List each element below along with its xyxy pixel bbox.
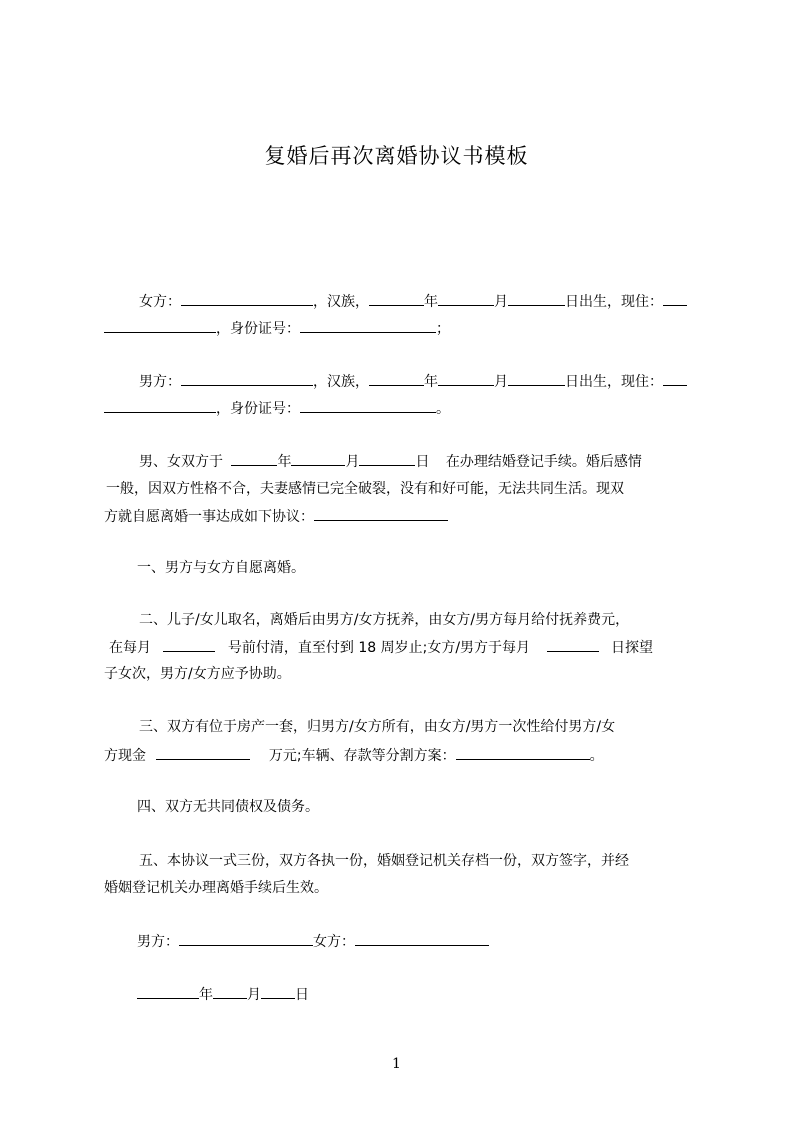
clause-2-monthly: 在每月	[109, 640, 151, 656]
male-birth-month-blank[interactable]	[438, 371, 494, 386]
female-label: 女方：	[139, 294, 181, 310]
female-birth-day-blank[interactable]	[508, 291, 565, 306]
clause-2-visit: 日探望	[610, 640, 653, 656]
clause-3-plan: 万元;车辆、存款等分割方案：	[268, 748, 456, 764]
male-birth-year-blank[interactable]	[369, 371, 424, 386]
marriage-month-label: 月	[345, 454, 360, 470]
clause-1: 一、男方与女方自愿离婚。	[137, 560, 305, 576]
date-line	[137, 984, 309, 1005]
clause-3-line1: 三、双方有位于房产一套，归男方/女方所有，由女方/男方一次性给付男方/女	[139, 719, 616, 735]
marriage-agreement-text: 方就自愿离婚一事达成如下协议：	[104, 509, 314, 525]
male-name-blank[interactable]	[181, 371, 313, 386]
clause-3-line2	[104, 745, 604, 766]
date-month-label: 月	[247, 987, 261, 1003]
signature-female-blank[interactable]	[355, 931, 489, 946]
female-end: ；	[436, 321, 450, 337]
marriage-year-blank[interactable]	[231, 451, 277, 466]
male-month-label: 月	[494, 374, 508, 390]
signature-male-blank[interactable]	[179, 931, 313, 946]
signature-female-label: 女方：	[313, 934, 355, 950]
clause-2-line1: 二、儿子/女儿取名，离婚后由男方/女方抚养，由女方/男方每月给付抚养费元，	[139, 612, 630, 628]
clause-3-cash: 方现金	[104, 748, 146, 764]
marriage-line2: 一般，因双方性格不合，夫妻感情已完全破裂，没有和好可能，无法共同生活。现双	[106, 481, 624, 497]
date-day-label: 日	[295, 987, 309, 1003]
marriage-line1	[139, 451, 642, 472]
male-id-label: ，身份证号：	[216, 401, 300, 417]
female-id-blank[interactable]	[300, 318, 436, 333]
female-birth-month-blank[interactable]	[438, 291, 494, 306]
male-party-line2	[104, 398, 450, 419]
female-address-blank[interactable]	[663, 291, 687, 306]
female-year-label: 年	[424, 294, 438, 310]
male-year-label: 年	[424, 374, 438, 390]
male-address-blank-cont[interactable]	[104, 398, 216, 413]
clause-4: 四、双方无共同债权及债务。	[137, 799, 319, 815]
male-born-label: 日出生，现住：	[565, 374, 663, 390]
marriage-day-blank[interactable]	[359, 451, 415, 466]
marriage-line3	[104, 506, 448, 527]
clause-3-cash-blank[interactable]	[156, 745, 250, 760]
clause-3-plan-blank[interactable]	[456, 745, 590, 760]
male-nation: ，汉族，	[313, 374, 369, 390]
male-id-blank[interactable]	[300, 398, 436, 413]
marriage-year-label: 年	[277, 454, 292, 470]
female-id-label: ，身份证号：	[216, 321, 300, 337]
clause-2-line3: 子女次，男方/女方应予协助。	[104, 666, 291, 682]
clause-5-line1: 五、本协议一式三份，双方各执一份，婚姻登记机关存档一份，双方签字，并经	[139, 853, 629, 869]
male-label: 男方：	[139, 374, 181, 390]
date-day-blank[interactable]	[261, 984, 295, 999]
clause-2-visit-blank[interactable]	[547, 637, 599, 652]
marriage-text: 在办理结婚登记手续。婚后感情	[445, 454, 642, 470]
marriage-day-label: 日	[415, 454, 430, 470]
female-name-blank[interactable]	[181, 291, 313, 306]
female-address-blank-cont[interactable]	[104, 318, 216, 333]
male-address-blank[interactable]	[663, 371, 687, 386]
male-party-line1	[139, 371, 687, 392]
female-nation: ，汉族，	[313, 294, 369, 310]
date-month-blank[interactable]	[213, 984, 247, 999]
female-party-line1	[139, 291, 687, 312]
clause-3-end: 。	[589, 748, 604, 764]
signature-male-label: 男方：	[137, 934, 179, 950]
clause-5-line2: 婚姻登记机关办理离婚手续后生效。	[104, 880, 328, 896]
date-year-blank[interactable]	[137, 984, 199, 999]
female-born-label: 日出生，现住：	[565, 294, 663, 310]
male-end: 。	[436, 401, 450, 417]
clause-2-line2	[109, 637, 653, 658]
marriage-agreement-blank[interactable]	[314, 506, 448, 521]
signature-line	[137, 931, 489, 952]
female-month-label: 月	[494, 294, 508, 310]
date-year-label: 年	[199, 987, 213, 1003]
document-title: 复婚后再次离婚协议书模板	[264, 144, 529, 168]
female-party-line2	[104, 318, 450, 339]
clause-2-payday-blank[interactable]	[163, 637, 215, 652]
female-birth-year-blank[interactable]	[369, 291, 424, 306]
marriage-intro: 男、女双方于	[139, 454, 223, 470]
page-number: 1	[392, 1056, 401, 1072]
male-birth-day-blank[interactable]	[508, 371, 565, 386]
clause-2-until: 号前付清，直至付到 18 周岁止;女方/男方于每月	[227, 640, 531, 656]
marriage-month-blank[interactable]	[291, 451, 345, 466]
